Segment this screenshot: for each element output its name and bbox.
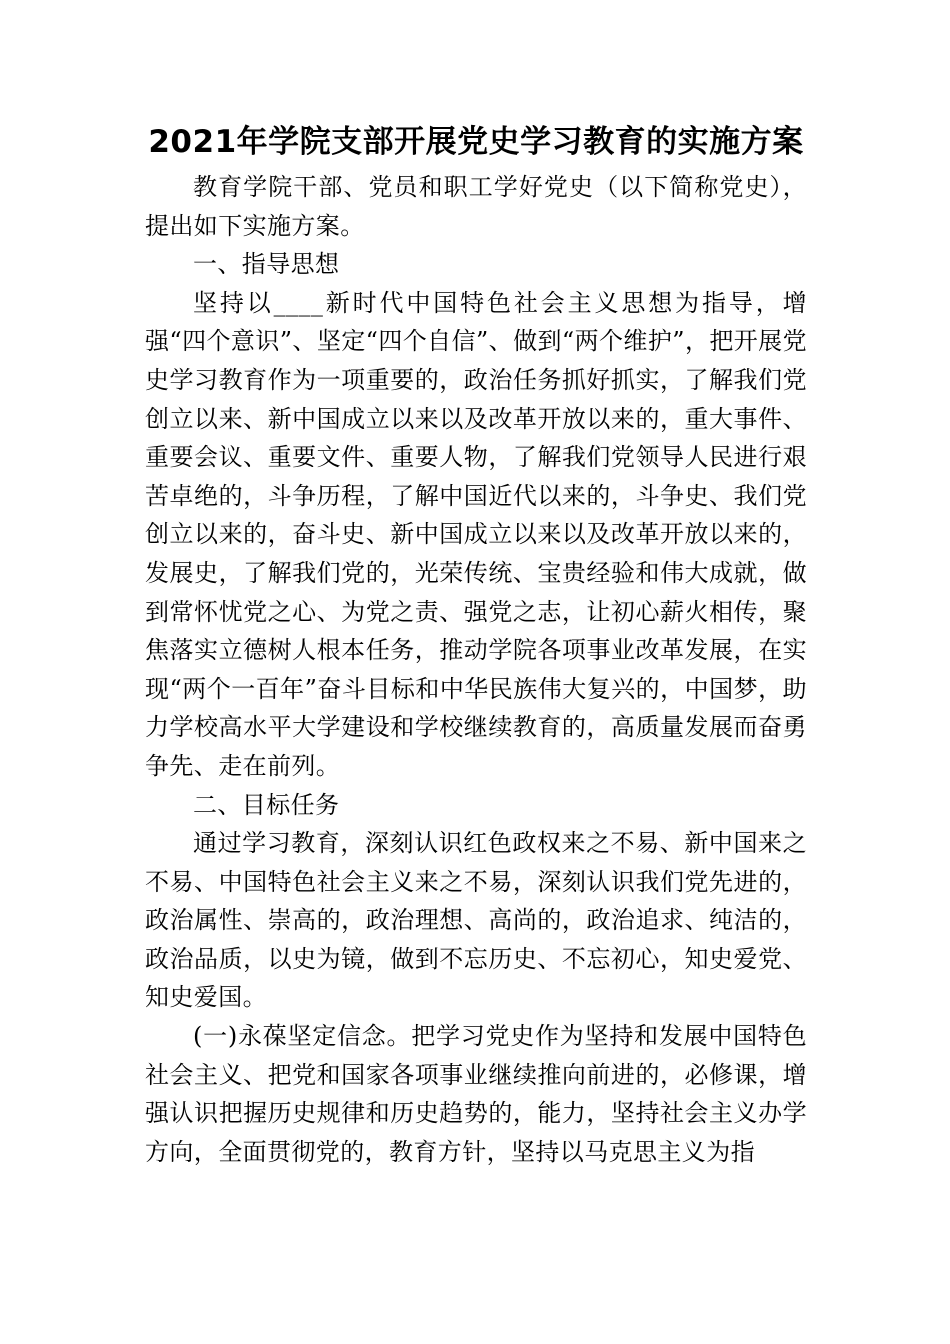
section-heading-guiding-ideology: 一、指导思想 <box>193 250 340 279</box>
section-heading-goals-tasks: 二、目标任务 <box>193 790 340 819</box>
list-item-firm-belief: (一)永葆坚定信念。把学习党史作为坚持和发展中国特色社会主义、把党和国家各项事业继续推向前进的，必修课，增强认识把握历史规律和历史趋势的，能力，坚持社会主义办学方向，全面贯彻党的，教育方针，坚持以马克思主义为指 <box>145 1022 807 1166</box>
document-title: 2021年学院支部开展党史学习教育的实施方案 <box>148 124 804 160</box>
section-body-goals-tasks: 通过学习教育，深刻认识红色政权来之不易、新中国来之不易、中国特色社会主义来之不易，深刻认识我们党先进的，政治属性、崇高的，政治理想、高尚的，政治追求、纯洁的，政治品质，以史为镜，做到不忘历史、不忘初心，知史爱党、知史爱国。 <box>145 829 807 1012</box>
intro-paragraph: 教育学院干部、党员和职工学好党史（以下简称党史），提出如下实施方案。 <box>145 173 807 240</box>
section-body-guiding-ideology: 坚持以____新时代中国特色社会主义思想为指导，增强“四个意识”、坚定“四个自信”、做到“两个维护”，把开展党史学习教育作为一项重要的，政治任务抓好抓实，了解我们党创立以来、新中国成立以来以及改革开放以来的，重大事件、重要会议、重要文件、重要人物，了解我们党领导人民进行艰苦卓绝的，斗争历程，了解中国近代以来的，斗争史、我们党创立以来的，奋斗史、新中国成立以来以及改革开放以来的，发展史，了解我们党的，光荣传统、宝贵经验和伟大成就，做到常怀忧党之心、为党之责、强党之志，让初心薪火相传，聚焦落实立德树人根本任务，推动学院各项事业改革发展，在实现“两个一百年”奋斗目标和中华民族伟大复兴的，中国梦，助力学校高水平大学建设和学校继续教育的，高质量发展而奋勇争先、走在前列。 <box>145 288 807 780</box>
document-page <box>145 120 807 1171</box>
